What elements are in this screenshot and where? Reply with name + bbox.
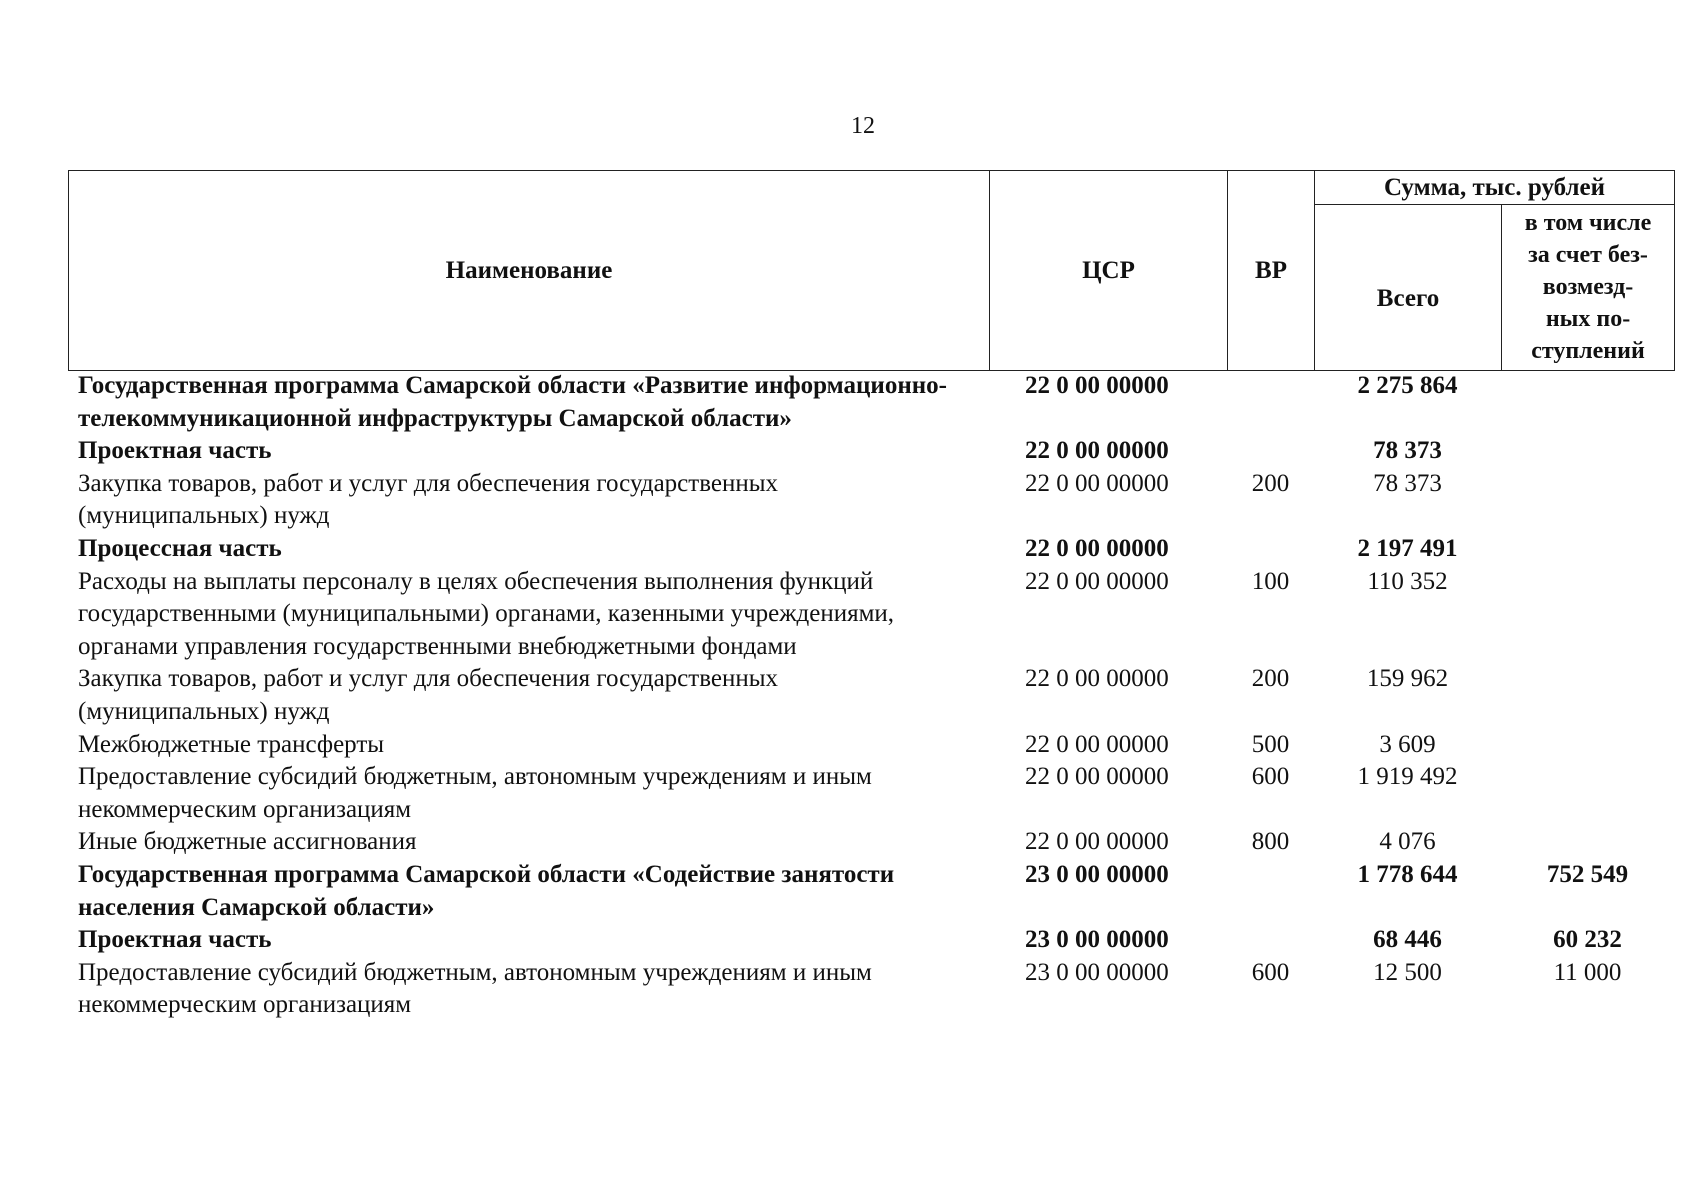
row-csr: 22 0 00 00000 — [1025, 828, 1169, 856]
header-incl — [1502, 205, 1675, 371]
row-incl — [1501, 468, 1674, 533]
row-csr: 23 0 00 00000 — [1025, 926, 1169, 954]
row-name: Закупка товаров, работ и услуг для обеспечения государственных (муниципальных) нужд — [78, 665, 779, 725]
header-total: Всего — [1315, 205, 1502, 371]
row-csr: 22 0 00 00000 — [1025, 730, 1169, 758]
row-total: 1 919 492 — [1357, 763, 1458, 791]
budget-table — [68, 370, 1674, 1022]
row-total: 78 373 — [1373, 437, 1442, 465]
row-name: Проектная часть — [78, 437, 272, 465]
row-csr: 22 0 00 00000 — [1025, 567, 1169, 595]
row-total: 159 962 — [1366, 665, 1449, 693]
row-total: 3 609 — [1379, 730, 1436, 758]
row-name: Проектная часть — [78, 926, 272, 954]
row-total: 2 275 864 — [1357, 372, 1458, 399]
row-vr: 600 — [1251, 958, 1290, 986]
row-vr: 800 — [1251, 828, 1290, 856]
table-row — [68, 859, 1674, 924]
row-incl: 11 000 — [1553, 958, 1622, 986]
row-total: 2 197 491 — [1357, 534, 1458, 562]
row-incl: 60 232 — [1553, 926, 1622, 954]
row-incl — [1501, 533, 1674, 566]
header-incl-line: за счет без- — [1528, 242, 1648, 268]
row-total: 68 446 — [1373, 926, 1442, 954]
table-row — [68, 566, 1674, 664]
row-csr: 22 0 00 00000 — [1025, 763, 1169, 791]
row-name: Иные бюджетные ассигнования — [78, 828, 417, 856]
row-csr: 22 0 00 00000 — [1025, 534, 1169, 562]
row-name: Процессная часть — [78, 534, 282, 562]
row-name: Расходы на выплаты персоналу в целях обеспечения выполнения функций государственными (муниципальными) органами, казенными учреждениями, органами управления государственными внебюджетными фондами — [78, 567, 895, 660]
row-total: 1 778 644 — [1357, 860, 1458, 888]
row-total: 78 373 — [1373, 469, 1442, 497]
table-body — [68, 370, 1674, 1022]
row-incl — [1501, 761, 1674, 826]
header-incl-line: ступлений — [1531, 338, 1645, 364]
row-csr: 23 0 00 00000 — [1025, 958, 1169, 986]
row-incl — [1501, 566, 1674, 664]
row-vr: 200 — [1251, 665, 1290, 693]
row-incl — [1501, 826, 1674, 859]
table-row — [68, 533, 1674, 566]
row-vr — [1227, 859, 1314, 924]
row-vr — [1227, 924, 1314, 957]
row-name: Государственная программа Самарской области «Развитие информационно-телекоммуникационной инфраструктуры Самарской области» — [78, 372, 947, 432]
row-incl — [1501, 435, 1674, 468]
row-total: 12 500 — [1373, 958, 1442, 986]
row-vr: 500 — [1251, 730, 1290, 758]
table-row — [68, 729, 1674, 762]
table-row — [68, 957, 1674, 1022]
row-total: 4 076 — [1379, 828, 1436, 856]
header-incl-line: в том числе — [1524, 210, 1652, 236]
row-vr: 600 — [1251, 763, 1290, 791]
table-row — [68, 370, 1674, 435]
row-vr — [1227, 435, 1314, 468]
header-name: Наименование — [69, 171, 990, 371]
row-incl — [1501, 663, 1674, 728]
header-incl-line: ных по- — [1545, 306, 1631, 332]
row-vr — [1227, 370, 1314, 435]
row-vr — [1227, 533, 1314, 566]
row-csr: 22 0 00 00000 — [1025, 665, 1169, 693]
table-row — [68, 761, 1674, 826]
table-row — [68, 826, 1674, 859]
header-sum: Сумма, тыс. рублей — [1315, 171, 1675, 205]
page-number: 12 — [851, 113, 875, 139]
row-name: Государственная программа Самарской области «Содействие занятости населения Самарской области» — [78, 860, 895, 921]
row-incl: 752 549 — [1546, 860, 1629, 888]
row-csr: 23 0 00 00000 — [1025, 860, 1169, 888]
row-incl — [1501, 729, 1674, 762]
row-vr: 200 — [1251, 469, 1290, 497]
header-csr: ЦСР — [990, 171, 1228, 371]
row-csr: 22 0 00 00000 — [1025, 372, 1169, 399]
header-vr: ВР — [1228, 171, 1315, 371]
row-name: Закупка товаров, работ и услуг для обеспечения государственных (муниципальных) нужд — [78, 469, 779, 530]
table-row — [68, 663, 1674, 728]
header-incl-line: возмезд- — [1542, 274, 1634, 300]
row-vr: 100 — [1251, 567, 1290, 595]
row-name: Предоставление субсидий бюджетным, автономным учреждениям и иным некоммерческим организациям — [78, 958, 872, 1019]
row-incl — [1501, 370, 1674, 435]
row-name: Предоставление субсидий бюджетным, автономным учреждениям и иным некоммерческим организациям — [78, 763, 872, 823]
row-total: 110 352 — [1367, 567, 1448, 595]
table-header — [68, 170, 1675, 371]
table-row — [68, 435, 1674, 468]
row-csr: 22 0 00 00000 — [1025, 437, 1169, 465]
row-name: Межбюджетные трансферты — [78, 730, 385, 758]
table-row — [68, 924, 1674, 957]
row-csr: 22 0 00 00000 — [1025, 469, 1169, 497]
table-row — [68, 468, 1674, 533]
